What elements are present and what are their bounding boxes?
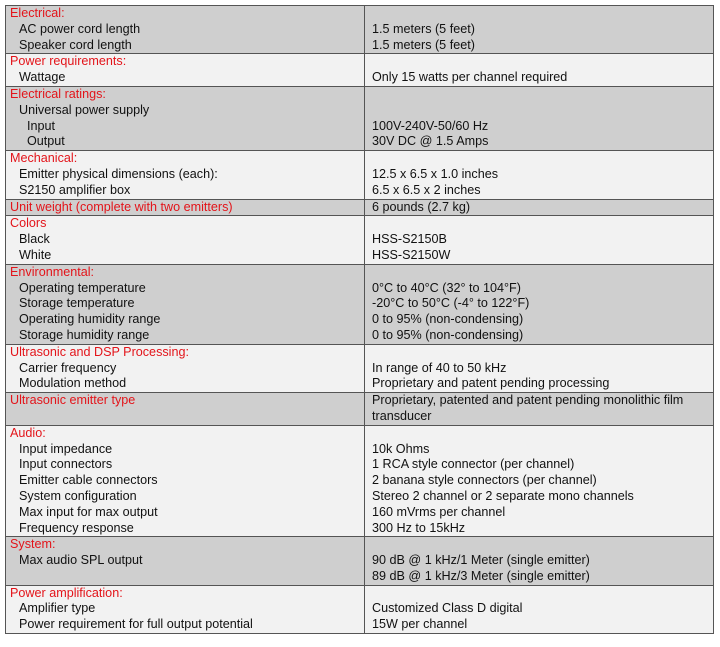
section-values — [365, 425, 714, 537]
section-labels — [6, 216, 365, 264]
spec-label: Frequency response — [19, 520, 134, 535]
section-electrical-ratings — [6, 86, 714, 150]
spec-value: 0 to 95% (non-condensing) — [372, 327, 524, 342]
spacer — [372, 537, 709, 553]
section-labels — [6, 344, 365, 392]
spec-label: Universal power supply — [19, 102, 150, 117]
section-values — [365, 216, 714, 264]
section-ultrasonic-emitter-type — [6, 393, 714, 426]
spec-value: 1.5 meters (5 feet) — [372, 21, 475, 36]
category-heading: Ultrasonic and DSP Processing: — [10, 344, 189, 359]
spec-value: 0 to 95% (non-condensing) — [372, 312, 524, 327]
section-unit-weight-complete-with-two-emitters — [6, 199, 714, 216]
section-values — [365, 585, 714, 633]
spec-value: 12.5 x 6.5 x 1.0 inches — [372, 166, 499, 181]
section-labels — [6, 6, 365, 54]
section-values — [365, 537, 714, 585]
section-labels — [6, 199, 365, 216]
spec-value: 1 RCA style connector (per channel) — [372, 457, 575, 472]
spec-body — [6, 6, 714, 634]
spec-label: Speaker cord length — [19, 37, 132, 52]
spec-label: System configuration — [19, 488, 137, 503]
spec-label: AC power cord length — [19, 21, 141, 36]
spacer — [372, 54, 709, 70]
spacer — [372, 265, 709, 281]
section-values — [365, 86, 714, 150]
spec-label: Storage temperature — [19, 296, 135, 311]
spec-value: 15W per channel — [372, 617, 468, 632]
spec-value: Stereo 2 channel or 2 separate mono channels — [372, 488, 634, 503]
spec-value: -20°C to 50°C (-4° to 122°F) — [372, 296, 530, 311]
spec-value: 6 pounds (2.7 kg) — [372, 199, 471, 214]
spec-label: Modulation method — [19, 376, 127, 391]
category-heading: Audio: — [10, 425, 46, 440]
spec-value: 160 mVrms per channel — [372, 504, 506, 519]
section-electrical — [6, 6, 714, 54]
category-heading: Colors — [10, 216, 47, 231]
spec-value: 89 dB @ 1 kHz/3 Meter (single emitter) — [372, 568, 590, 583]
spec-value: 100V-240V-50/60 Hz — [372, 118, 489, 133]
spec-value: Proprietary and patent pending processing — [372, 376, 610, 391]
spacer — [372, 345, 709, 361]
spec-label: Emitter physical dimensions (each): — [19, 166, 218, 181]
spec-label: Operating temperature — [19, 280, 146, 295]
spec-value: 90 dB @ 1 kHz/1 Meter (single emitter) — [372, 553, 590, 568]
spec-label: Storage humidity range — [19, 327, 150, 342]
category-heading: Electrical: — [10, 6, 65, 20]
spec-value: 30V DC @ 1.5 Amps — [372, 134, 489, 149]
section-values — [365, 199, 714, 216]
section-power-requirements — [6, 54, 714, 87]
spec-label: Input impedance — [19, 441, 113, 456]
section-values — [365, 151, 714, 199]
section-ultrasonic-and-dsp-processing — [6, 344, 714, 392]
section-labels — [6, 264, 365, 344]
category-heading: Power requirements: — [10, 54, 127, 69]
spacer — [372, 426, 709, 442]
spec-label: Carrier frequency — [19, 360, 117, 375]
spec-value: Only 15 watts per channel required — [372, 70, 568, 85]
section-labels — [6, 393, 365, 426]
spec-label: Max input for max output — [19, 504, 158, 519]
category-heading: Environmental: — [10, 264, 94, 279]
section-labels — [6, 425, 365, 537]
spec-label: Wattage — [19, 70, 66, 85]
spec-value: 300 Hz to 15kHz — [372, 520, 466, 535]
spec-value: Customized Class D digital — [372, 601, 523, 616]
section-labels — [6, 86, 365, 150]
spec-label: Amplifier type — [19, 601, 96, 616]
category-heading: Power amplification: — [10, 585, 123, 600]
spec-value: 10k Ohms — [372, 441, 430, 456]
spec-label — [10, 569, 360, 585]
section-labels — [6, 151, 365, 199]
spec-label: Output — [27, 134, 65, 149]
spec-label: Operating humidity range — [19, 312, 161, 327]
spacer — [372, 586, 709, 602]
spec-value — [372, 103, 709, 119]
section-labels — [6, 54, 365, 87]
category-heading: Mechanical: — [10, 151, 78, 166]
spec-value: 2 banana style connectors (per channel) — [372, 473, 597, 488]
section-system — [6, 537, 714, 585]
spec-label: Emitter cable connectors — [19, 473, 158, 488]
section-audio — [6, 425, 714, 537]
section-values — [365, 54, 714, 87]
section-labels — [6, 537, 365, 585]
section-labels — [6, 585, 365, 633]
category-heading: System: — [10, 537, 56, 552]
spec-label: Max audio SPL output — [19, 553, 143, 568]
spec-label: Black — [19, 232, 50, 247]
section-environmental — [6, 264, 714, 344]
spec-value: HSS-S2150W — [372, 247, 451, 262]
category-heading: Ultrasonic emitter type — [10, 393, 136, 408]
spacer — [372, 87, 709, 103]
spec-value: 6.5 x 6.5 x 2 inches — [372, 182, 481, 197]
section-values — [365, 344, 714, 392]
spacer — [372, 151, 709, 167]
spec-label: Input — [27, 118, 56, 133]
spec-value: 0°C to 40°C (32° to 104°F) — [372, 280, 521, 295]
spec-label: White — [19, 247, 52, 262]
section-power-amplification — [6, 585, 714, 633]
spec-table — [5, 5, 714, 634]
section-values — [365, 6, 714, 54]
spec-label: S2150 amplifier box — [19, 182, 131, 197]
section-colors — [6, 216, 714, 264]
category-heading: Unit weight (complete with two emitters) — [10, 199, 233, 214]
spec-label: Input connectors — [19, 457, 113, 472]
category-heading: Electrical ratings: — [10, 86, 106, 101]
spacer — [372, 6, 709, 22]
spec-value: In range of 40 to 50 kHz — [372, 360, 507, 375]
section-values — [365, 264, 714, 344]
section-values — [365, 393, 714, 426]
spacer — [372, 216, 709, 232]
section-mechanical — [6, 151, 714, 199]
spec-value: 1.5 meters (5 feet) — [372, 37, 475, 52]
spec-value: HSS-S2150B — [372, 232, 447, 247]
spec-value: Proprietary, patented and patent pending monolithic film transducer — [372, 393, 684, 423]
spec-label: Power requirement for full output potential — [19, 617, 253, 632]
